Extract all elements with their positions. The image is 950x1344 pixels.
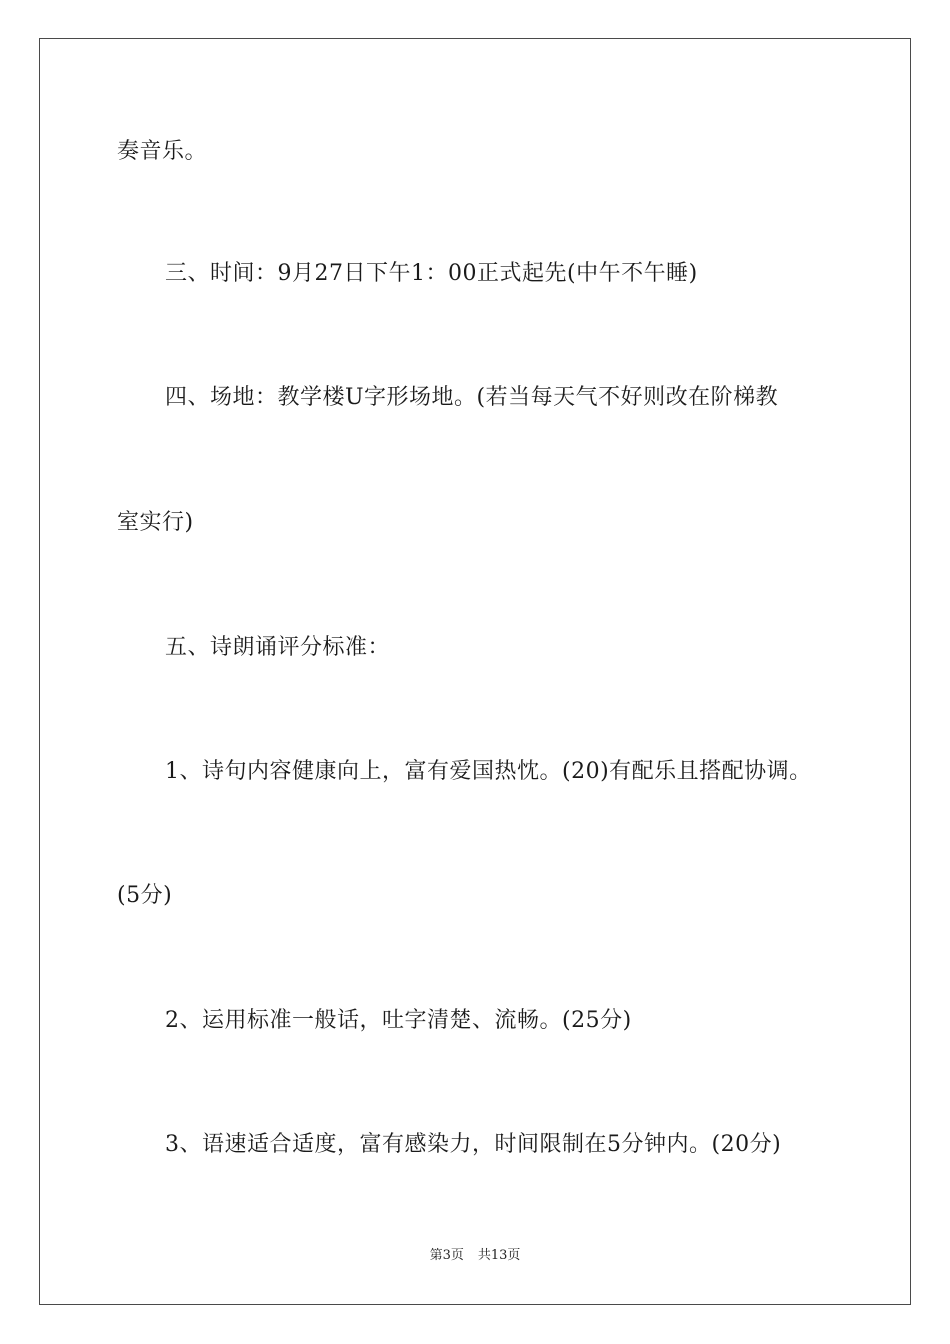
page-footer (0, 1246, 950, 1266)
text-line-5: 五、诗朗诵评分标准： (165, 635, 391, 660)
text-line-1: 奏音乐。 (117, 139, 208, 164)
text-line-2: 三、时间：9月27日下午1：00正式起先(中午不午睡) (165, 261, 698, 286)
page-number-total: 共13页 (477, 1248, 521, 1263)
page-number-current: 第3页 (429, 1248, 464, 1263)
text-line-6: 1、诗句内容健康向上，富有爱国热忱。(20)有配乐且搭配协调。 (165, 759, 812, 784)
text-line-4: 室实行) (117, 510, 194, 535)
text-line-7: (5分) (117, 883, 173, 908)
text-line-9: 3、语速适合适度，富有感染力，时间限制在5分钟内。(20分) (165, 1132, 782, 1157)
text-line-8: 2、运用标准一般话，吐字清楚、流畅。(25分) (165, 1008, 632, 1033)
page-border (39, 38, 911, 1305)
text-line-3: 四、场地：教学楼U字形场地。(若当每天气不好则改在阶梯教 (165, 385, 779, 410)
